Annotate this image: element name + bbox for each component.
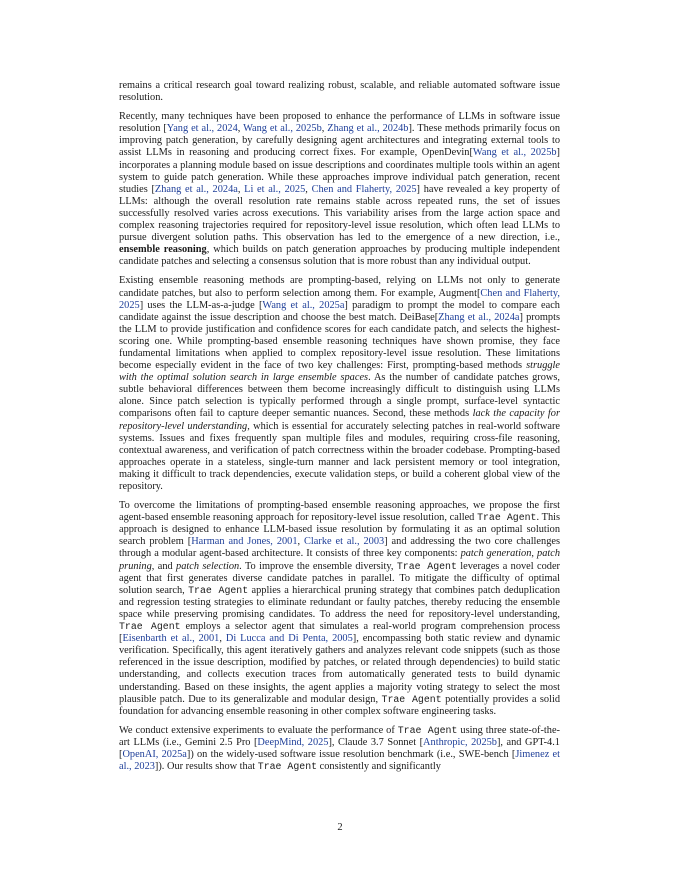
citation-link[interactable]: Di Lucca and Di Penta, 2005 (225, 633, 353, 645)
code-name: Trae Agent (477, 512, 537, 524)
text-span: , (297, 536, 305, 548)
text-span: , (321, 123, 328, 135)
text-span: ]) on the widely-used software issue resolution benchmark (i.e., SWE-bench [ (186, 748, 516, 760)
text-span: consistently and significantly (317, 761, 441, 773)
citation-link[interactable]: Wang et al., 2025b (472, 147, 557, 159)
text-span: ] uses the LLM-as-a-judge [ (139, 299, 263, 311)
text-span: ]. These methods primarily focus on improving patch generation, by carefully designing agent architectures and integrating external tools to assist LLMs in reasoning and producing correct fixes. For example, OpenDevin[ (119, 123, 561, 159)
bold-term: ensemble reasoning (119, 244, 207, 256)
code-name: Trae Agent (396, 560, 457, 572)
text-span: Existing ensemble reasoning methods are prompting-based, relying on LLMs not only to generate candidate patches, but also to perform selection among them. For example, Augment[ (119, 275, 560, 299)
italic-phrase: patch pruning (119, 548, 560, 572)
code-name: Trae Agent (257, 761, 318, 773)
text-span: , (531, 548, 538, 560)
text-span: , (237, 183, 245, 195)
paragraph (119, 500, 560, 718)
text-span: To overcome the limitations of prompting-based ensemble reasoning approaches, we propose the first agent-based ensemble reasoning approach for repository-level issue resolution, called (119, 500, 560, 524)
text-span: Recently, many techniques have been proposed to enhance the performance of LLMs in software issue resolution [ (119, 111, 560, 135)
citation-link[interactable]: Harman and Jones, 2001 (191, 536, 298, 548)
citation-link[interactable]: Chen and Flaherty, 2025 (119, 287, 560, 311)
text-span: ], Claude 3.7 Sonnet [ (328, 736, 424, 748)
citation-link[interactable]: Jimenez et al., 2023 (119, 748, 560, 773)
text-span: . This approach is designed to enhance LLM-based issue resolution by formulating it as an optimal solution search problem [ (119, 512, 561, 548)
citation-link[interactable]: Chen and Flaherty, 2025 (311, 183, 417, 195)
text-span: ], and GPT-4.1 [ (119, 736, 560, 760)
text-span: ] paradigm to prompt the model to compare each candidate against the issue description and choose the best match. DeiBase[ (119, 299, 560, 323)
citation-link[interactable]: Wang et al., 2025a (262, 299, 345, 311)
citation-link[interactable]: Yang et al., 2024 (166, 123, 238, 135)
text-span: . To improve the ensemble diversity, (239, 560, 397, 572)
citation-link[interactable]: Wang et al., 2025b (243, 123, 322, 135)
text-span: , (305, 183, 312, 195)
paragraph (119, 725, 560, 773)
text-span: , (219, 633, 226, 645)
text-span: ], encompassing both static review and dynamic verification. Specifically, this agent iteratively gathers and analyzes relevant code snippets (such as those referenced in the issue description, modified by patches, or related through dependencies) to build static understanding, and collects execution traces from automatically generated tests to build dynamic understanding. Based on these insights, the agent applies a majority voting strategy to select the most plausible patch. Due to its generalizable and modular design, (119, 633, 561, 705)
text-span: using three state-of-the-art LLMs (i.e., Gemini 2.5 Pro [ (119, 724, 561, 748)
citation-link[interactable]: DeepMind, 2025 (257, 736, 329, 748)
paragraph (119, 111, 560, 268)
code-name: Trae Agent (397, 724, 458, 736)
text-span: ] have revealed a key property of LLMs: although the overall resolution rate remains stable across repeated runs, the set of issues successfully resolved varies across executions. This variability arises from the large action space and complex reasoning trajectories required for repository-level issue resolution, which often lead LLMs to pursue divergent solution paths. This observation has led to the emergence of a new direction, i.e., (119, 183, 560, 244)
italic-phrase: patch generation (460, 548, 532, 560)
text-span: employs a selector agent that simulates a real-world program comprehension process [ (119, 621, 560, 645)
citation-link[interactable]: Zhang et al., 2024a (438, 311, 520, 323)
code-name: Trae Agent (119, 621, 181, 633)
code-name: Trae Agent (188, 584, 249, 596)
text-span: ] incorporates a planning module based on issue descriptions and coordinates multiple tools within an agent system to guide patch generation. While these approaches improve individual patch generation, recent studies [ (119, 147, 560, 195)
text-span: leverages a novel coder agent that first generates diverse candidate patches in parallel. To mitigate the difficulty of optimal solution search, (119, 560, 560, 596)
text-span: ] and addressing the two core challenges through a modular agent-based architecture. It consists of three key components: (119, 536, 560, 560)
text-span: , which is essential for accurately selecting patches in real-world software systems. Issues and fixes frequently span multiple files and modules, requiring cross-file reasoning, contextual awareness, and verification of patch correctness within the broader codebase. Prompting-based approaches operate in a stateless, single-turn manner and lack persistent memory or tool integration, making it difficult to track dependencies, execute validation steps, or build a coherent global view of the repository. (119, 420, 560, 492)
text-span: , and (151, 560, 177, 572)
citation-link[interactable]: Anthropic, 2025b (423, 736, 497, 748)
paragraph (119, 275, 560, 493)
text-span: potentially provides a solid foundation for advancing ensemble reasoning in other complex software engineering tasks. (119, 693, 560, 717)
citation-link[interactable]: Clarke et al., 2003 (304, 536, 385, 548)
citation-link[interactable]: Eisenbarth et al., 2001 (122, 633, 220, 645)
citation-link[interactable]: Zhang et al., 2024a (154, 183, 238, 195)
italic-phrase: patch selection (176, 560, 240, 572)
citation-link[interactable]: Li et al., 2025 (244, 183, 306, 195)
text-span: applies a hierarchical pruning strategy that combines patch deduplication and regression testing strategies to eliminate redundant or faulty patches, thereby reducing the ensemble space while preserving promising candidates. To address the need for repository-level understanding, (119, 584, 561, 620)
italic-phrase: lack the capacity for repository-level understanding (119, 408, 560, 432)
citation-link[interactable]: OpenAI, 2025a (122, 748, 187, 760)
code-name: Trae Agent (381, 693, 442, 705)
text-span: remains a critical research goal toward realizing robust, scalable, and reliable automated software issue resolution. (119, 80, 560, 104)
page-number: 2 (337, 822, 343, 833)
text-span: . As the number of candidate patches grows, subtle behavioral differences between them become increasingly difficult to distinguish using LLMs alone. Since patch selection is typically performed through a single prompt, surface-level syntactic comparisons often fail to capture deeper semantic nuances. Second, these methods (119, 372, 560, 420)
paragraph (119, 80, 560, 104)
text-span: ]). Our results show that (154, 761, 258, 773)
italic-phrase: struggle with the optimal solution search in large ensemble spaces (119, 360, 560, 384)
text-span: , which builds on patch generation approaches by producing multiple independent candidate patches and selecting a consensus solution that is more robust than any individual output. (119, 244, 560, 268)
paper-body (119, 80, 560, 780)
citation-link[interactable]: Zhang et al., 2024b (327, 123, 409, 135)
text-span: We conduct extensive experiments to evaluate the performance of (119, 724, 398, 736)
text-span: , (237, 123, 244, 135)
text-span: ] prompts the LLM to provide justification and confidence scores for each candidate patch, and selects the highest-scoring one. While prompting-based ensemble reasoning techniques have shown promise, they face fundamental limitations when applied to complex repository-level issue resolution. These limitations become especially evident in the face of two key challenges: First, prompting-based methods (119, 311, 560, 372)
